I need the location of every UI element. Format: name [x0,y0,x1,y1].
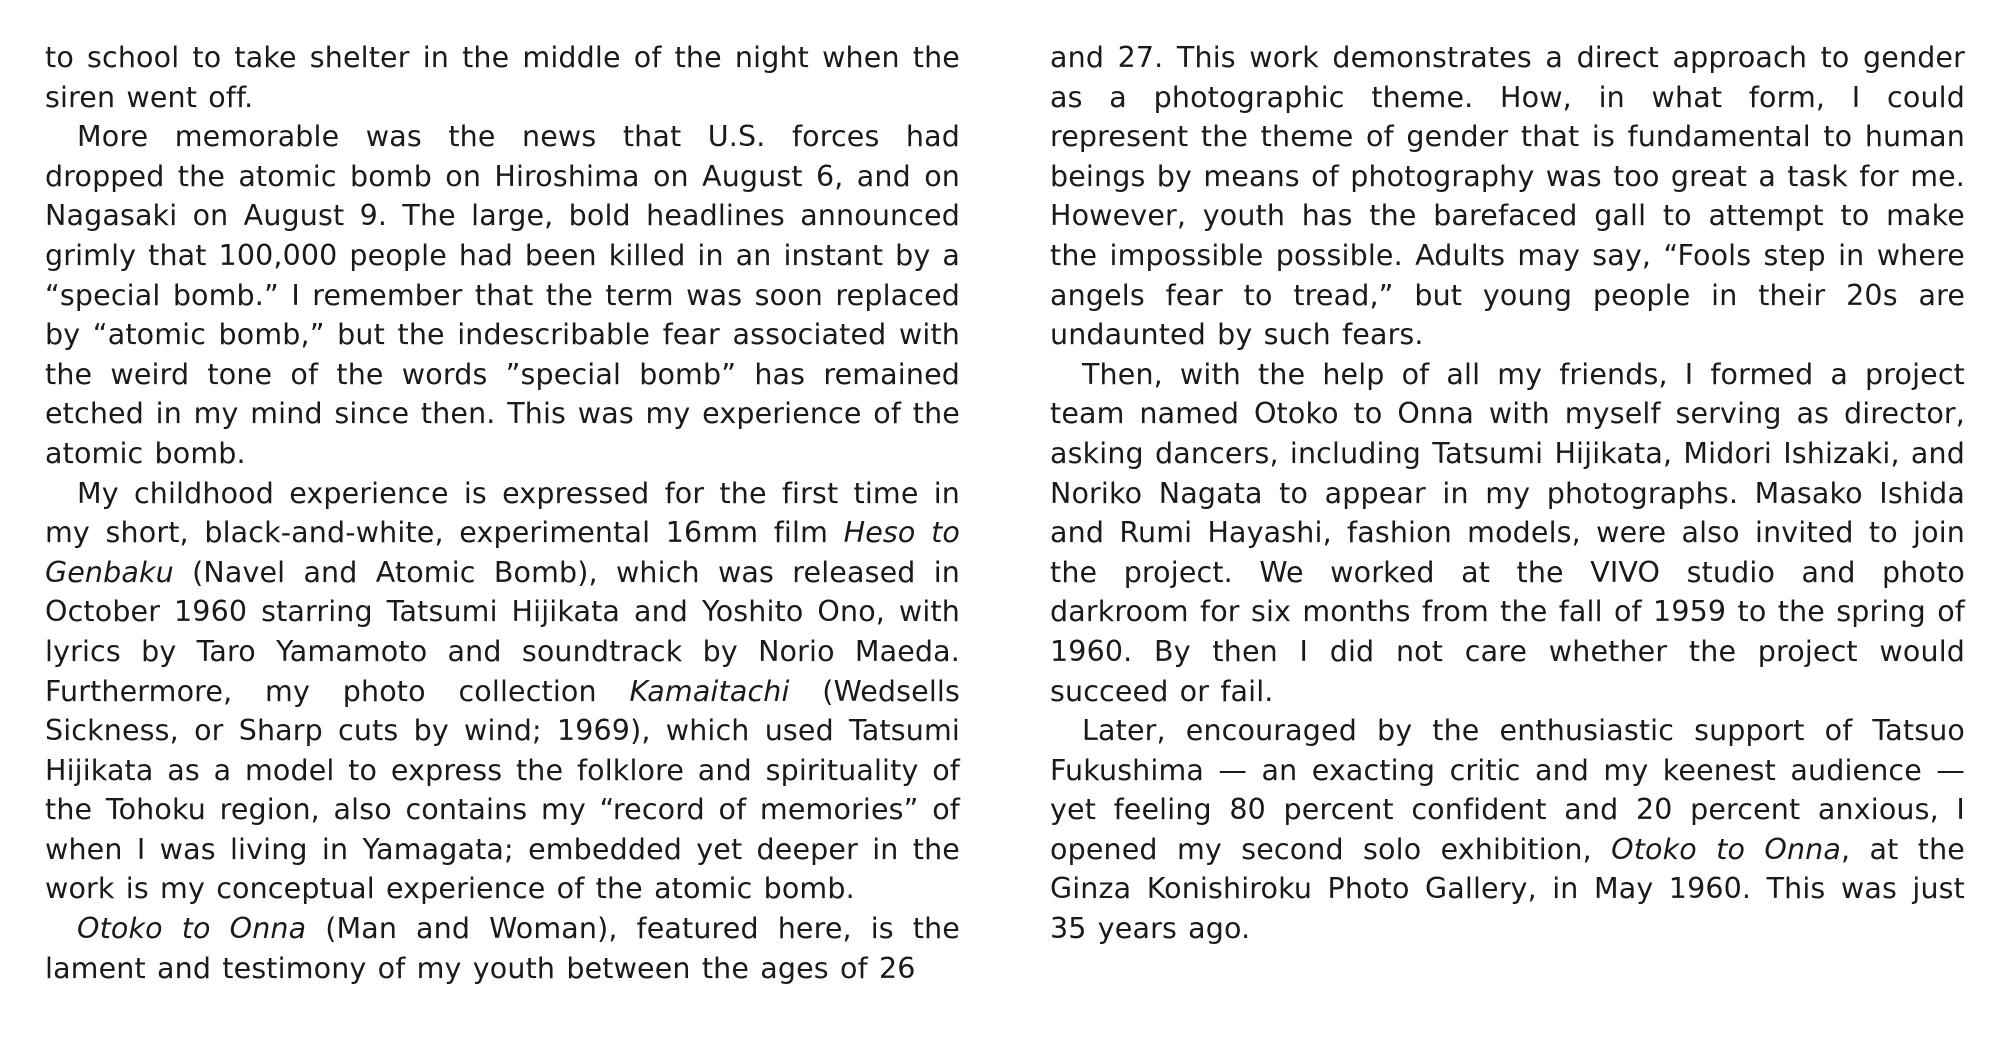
paragraph-text: and 27. This work demonstrates a direct approach to gender as a photographic theme. How, in what form, I could represent the theme of gender that is fundamental to human beings by means of photography was too great a task for me. However, youth has the barefaced gall to attempt to make the impossible possible. Adults may say, “Fools step in where angels fear to tread,” but young people in their 20s are undaunted by such fears. [1050,41,1965,352]
paragraph-text: Later, encouraged by the enthusiastic support of Tatsuo Fukushima — an exacting critic and my keenest audience — yet feeling 80 percent confident and 20 percent anxious, I opened my second solo exhibition, [1050,714,1965,866]
paragraph-text: (Navel and Atomic Bomb), which was released in October 1960 starring Tatsumi Hijikata and Yoshito Ono, with lyrics by Taro Yamamoto and soundtrack by Norio Maeda. Furthermore, my photo collection [45,555,960,708]
paragraph-atomic-bomb-news [45,117,960,473]
paragraph-text: to school to take shelter in the middle of the night when the siren went off. [45,41,960,114]
film-title: Heso to Genbaku [45,516,960,589]
paragraph-text: , at the Ginza Konishiroku Photo Gallery, in May 1960. This was just 35 years ago. [1050,832,1965,946]
left-column [45,38,960,988]
paragraph-text: Then, with the help of all my friends, I formed a project team named Otoko to Onna with myself serving as director, asking dancers, including Tatsumi Hijikata, Midori Ishizaki, and Noriko Nagata to appear in my photographs. Masako Ishida and Rumi Hayashi, fashion models, were also invited to join the project. We worked at the VIVO studio and photo darkroom for six months from the fall of 1959 to the spring of 1960. By then I did not care whether the project would succeed or fail. [1050,357,1965,708]
exhibition-title: Otoko to Onna [1611,832,1841,866]
right-column [1050,38,1965,949]
paragraph-project-team [1050,355,1965,711]
paragraph-childhood-experience [45,474,960,910]
paragraph-text: My childhood experience is expressed for the first time in my short, black-and-white, experimental 16mm film [45,476,960,550]
paragraph-gender-theme [1050,38,1965,355]
collection-title: Kamaitachi [629,674,790,708]
paragraph-text: (Wedsells Sickness, or Sharp cuts by wind; 1969), which used Tatsumi Hijikata as a model to express the folklore and spirituality of the Tohoku region, also contains my “record of memories” of when I was living in Yamagata; embedded yet deeper in the work is my conceptual experience of the atomic bomb. [45,674,960,906]
paragraph-text: (Man and Woman), featured here, is the lament and testimony of my youth between the ages of 26 [45,912,960,985]
paragraph-text: More memorable was the news that U.S. forces had dropped the atomic bomb on Hiroshima on August 6, and on Nagasaki on August 9. The large, bold headlines announced grimly that 100,000 people had been killed in an instant by a “special bomb.” I remember that the term was soon replaced by “atomic bomb,” but the indescribable fear associated with the weird tone of the words ”special bomb” has remained etched in my mind since then. This was my experience of the atomic bomb. [45,120,960,470]
paragraph-exhibition [1050,711,1965,949]
paragraph-continuation [45,38,960,117]
work-title: Otoko to Onna [77,912,307,946]
paragraph-otoko-to-onna [45,909,960,988]
